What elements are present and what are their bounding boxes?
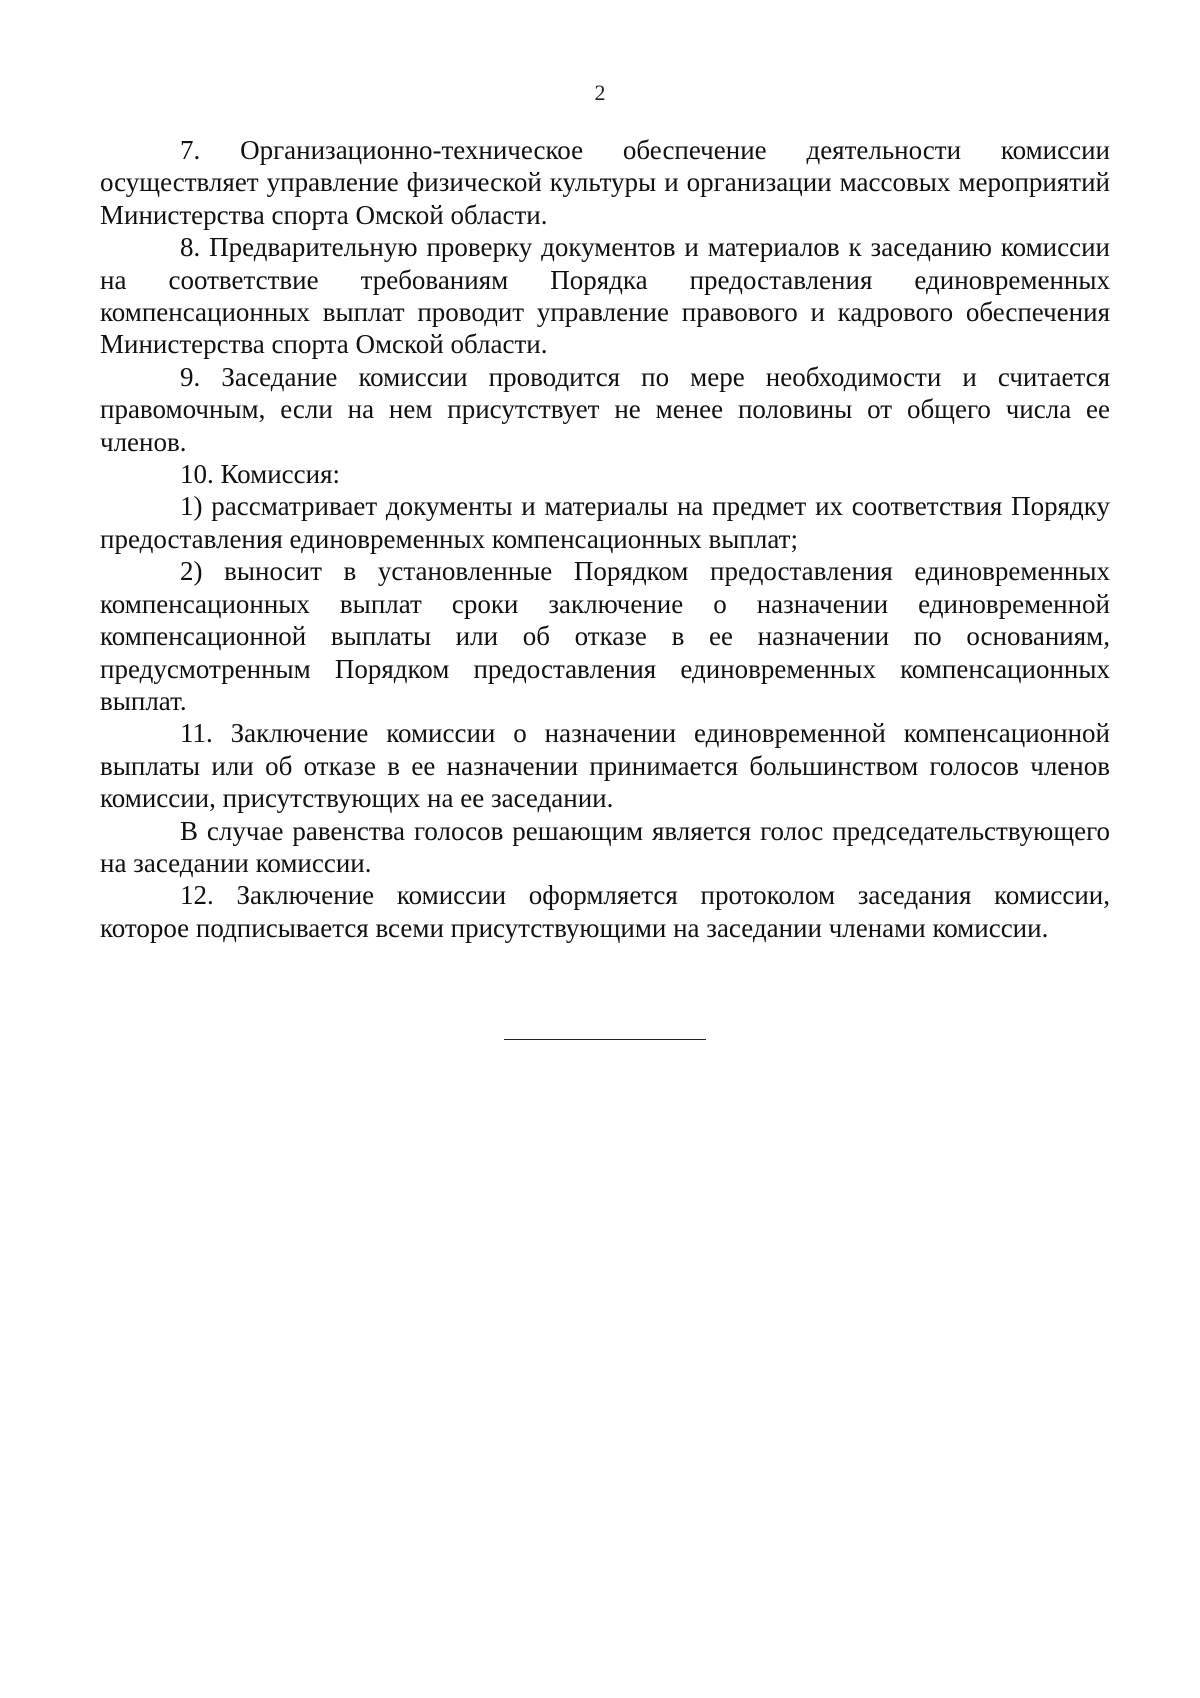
page-number: 2: [594, 80, 606, 105]
paragraph-10-heading: 10. Комиссия:: [180, 459, 341, 490]
paragraph-9: 9. Заседание комиссии проводится по мере необходимости и считается правомочным, если на нем присутствует не менее половины от общего числа ее членов.: [100, 361, 1110, 457]
paragraph-11: 11. Заключение комиссии о назначении единовременной компенсационной выплаты или об отказе в ее назначении принимается большинством голосов членов комиссии, присутствующих на ее заседании.: [100, 718, 1110, 814]
paragraph-10-item-1: 1) рассматривает документы и материалы на предмет их соответствия Порядку предоставления единовременных компенсационных выплат;: [100, 491, 1110, 554]
paragraph-8: 8. Предварительную проверку документов и материалов к заседанию комиссии на соответствие требованиям Порядка предоставления единовременных компенсационных выплат проводит управление правового и кадрового обеспечения Министерства спорта Омской области.: [100, 232, 1110, 360]
paragraph-10-item-2: 2) выносит в установленные Порядком предоставления единовременных компенсационных выплат сроки заключение о назначении единовременной компенсационной выплаты или об отказе в ее назначении по основаниям, предусмотренным Порядком предоставления единовременных компенсационных выплат.: [100, 556, 1110, 716]
paragraph-7: 7. Организационно-техническое обеспечение деятельности комиссии осуществляет управление физической культуры и организации массовых мероприятий Министерства спорта Омской области.: [100, 135, 1110, 230]
document-body: [100, 134, 1110, 944]
document-end-line: [504, 1039, 706, 1040]
paragraph-12: 12. Заключение комиссии оформляется протоколом заседания комиссии, которое подписывается всеми присутствующими на заседании членами комиссии.: [100, 880, 1110, 943]
paragraph-11-tie-rule: В случае равенства голосов решающим является голос председательствующего на заседании комиссии.: [100, 815, 1110, 878]
